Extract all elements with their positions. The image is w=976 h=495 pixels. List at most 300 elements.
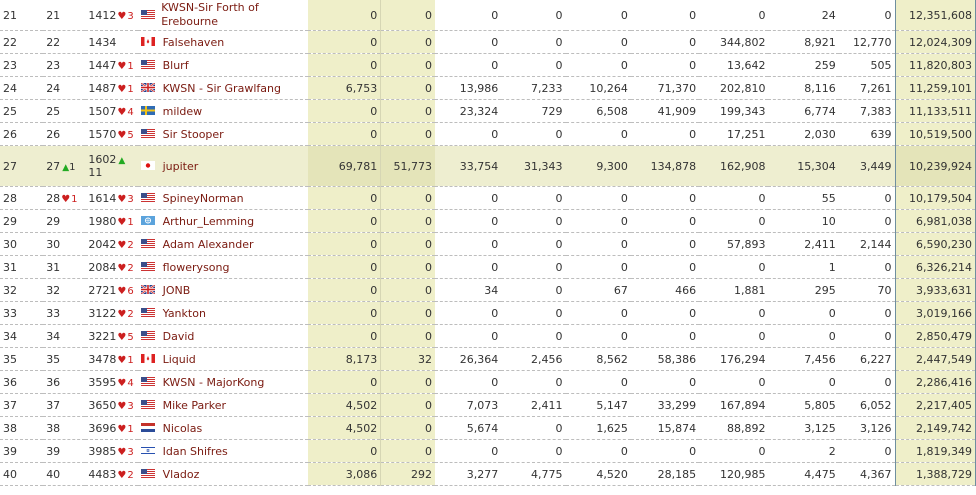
stat-3: 0 (435, 123, 501, 146)
stat-6: 41,909 (631, 100, 699, 123)
total-credit: 1,388,729 (895, 463, 975, 486)
overall-rank: 1412 (88, 8, 117, 22)
stat-5: 0 (566, 210, 631, 233)
team-rank: 37 (46, 398, 61, 412)
row-position: 35 (0, 348, 43, 371)
stat-9: 0 (839, 0, 895, 31)
row-position: 21 (0, 0, 43, 31)
overall-rank: 1434 (88, 35, 117, 49)
user-name-link[interactable]: Idan Shifres (162, 444, 228, 458)
team-rank: 25 (46, 104, 61, 118)
total-credit: 3,933,631 (895, 279, 975, 302)
stat-5: 1,625 (566, 417, 631, 440)
overall-rank-cell (85, 371, 137, 394)
team-rank: 35 (46, 352, 61, 366)
user-name-link[interactable]: Falsehaven (162, 35, 225, 49)
stat-7: 0 (699, 256, 768, 279)
stat-6: 0 (631, 233, 699, 256)
team-rank: 23 (46, 58, 61, 72)
team-rank: 21 (46, 8, 61, 22)
stat-4: 4,775 (501, 463, 565, 486)
stat-6: 0 (631, 302, 699, 325)
stat-8: 6,774 (768, 100, 838, 123)
stat-5: 0 (566, 0, 631, 31)
row-position: 29 (0, 210, 43, 233)
stat-8: 0 (768, 325, 838, 348)
user-cell (138, 31, 309, 54)
rank-down-icon: ♥ (117, 423, 127, 435)
row-position: 37 (0, 394, 43, 417)
total-credit: 1,819,349 (895, 440, 975, 463)
user-name-link[interactable]: Blurf (162, 58, 189, 72)
stat-6: 0 (631, 210, 699, 233)
stat-3: 0 (435, 325, 501, 348)
stat-4: 0 (501, 31, 565, 54)
stat-8: 55 (768, 187, 838, 210)
table-row (0, 371, 976, 394)
stat-9: 3,449 (839, 146, 895, 187)
overall-rank: 3985 (88, 444, 117, 458)
team-rank: 22 (46, 35, 61, 49)
stat-2: 32 (381, 348, 435, 371)
stat-5: 0 (566, 325, 631, 348)
user-name-link[interactable]: mildew (162, 104, 203, 118)
user-name-link[interactable]: Nicolas (162, 421, 203, 435)
user-cell (138, 210, 309, 233)
team-rank: 40 (46, 467, 61, 481)
user-cell (138, 279, 309, 302)
stat-2: 0 (381, 77, 435, 100)
user-name-link[interactable]: Yankton (162, 306, 206, 320)
stat-9: 0 (839, 256, 895, 279)
rank-change: 4 (127, 106, 134, 118)
stat-2: 0 (381, 123, 435, 146)
rank-down-icon: ♥ (117, 83, 127, 95)
stat-2: 0 (381, 371, 435, 394)
team-rank-cell (43, 440, 85, 463)
user-cell (138, 54, 309, 77)
stat-8: 2 (768, 440, 838, 463)
rank-down-icon: ♥ (117, 446, 127, 458)
rank-change: 3 (127, 446, 134, 458)
stat-8: 0 (768, 302, 838, 325)
stat-2: 0 (381, 233, 435, 256)
stat-3: 0 (435, 31, 501, 54)
table-row (0, 77, 976, 100)
stat-8: 5,805 (768, 394, 838, 417)
stat-8: 4,475 (768, 463, 838, 486)
total-credit: 10,519,500 (895, 123, 975, 146)
rank-up-icon: ▲ (62, 162, 70, 173)
us-flag-icon (141, 239, 157, 250)
stat-6: 0 (631, 440, 699, 463)
stat-5: 8,562 (566, 348, 631, 371)
user-name-link[interactable]: KWSN - Sir Grawlfang (162, 81, 281, 95)
stat-9: 70 (839, 279, 895, 302)
row-position: 36 (0, 371, 43, 394)
table-row (0, 0, 976, 31)
stat-6: 15,874 (631, 417, 699, 440)
stat-9: 7,261 (839, 77, 895, 100)
user-name-link[interactable]: jupiter (162, 159, 199, 173)
stat-6: 134,878 (631, 146, 699, 187)
ca-flag-icon (141, 354, 157, 365)
table-row (0, 233, 976, 256)
team-rank: 31 (46, 260, 61, 274)
stat-8: 8,116 (768, 77, 838, 100)
team-rank-cell (43, 123, 85, 146)
stat-2: 0 (381, 256, 435, 279)
stat-6: 0 (631, 123, 699, 146)
stat-5: 6,508 (566, 100, 631, 123)
user-cell (138, 187, 309, 210)
total-credit: 3,019,166 (895, 302, 975, 325)
uk-flag-icon (141, 83, 157, 94)
stat-6: 0 (631, 54, 699, 77)
team-rank: 27 (46, 159, 61, 173)
rank-change: 3 (127, 10, 134, 22)
stat-7: 167,894 (699, 394, 768, 417)
overall-rank-cell (85, 0, 137, 31)
team-rank: 33 (46, 306, 61, 320)
table-row (0, 302, 976, 325)
user-cell (138, 417, 309, 440)
stat-9: 6,227 (839, 348, 895, 371)
stat-9: 0 (839, 440, 895, 463)
table-row (0, 123, 976, 146)
stat-9: 0 (839, 187, 895, 210)
us-flag-icon (141, 129, 157, 140)
user-name-link[interactable]: SpineyNorman (162, 191, 244, 205)
stat-1: 4,502 (308, 417, 380, 440)
stat-8: 2,030 (768, 123, 838, 146)
overall-rank: 1570 (88, 127, 117, 141)
total-credit: 2,217,405 (895, 394, 975, 417)
stat-1: 4,502 (308, 394, 380, 417)
overall-rank: 3696 (88, 421, 117, 435)
rank-up-icon: ▲ (118, 155, 126, 166)
user-name-link[interactable]: KWSN - MajorKong (162, 375, 265, 389)
stat-9: 3,126 (839, 417, 895, 440)
user-cell (138, 100, 309, 123)
team-rank-cell (43, 187, 85, 210)
rank-down-icon: ♥ (117, 60, 127, 72)
stat-2: 0 (381, 417, 435, 440)
stat-8: 10 (768, 210, 838, 233)
overall-rank-cell (85, 233, 137, 256)
stat-3: 5,674 (435, 417, 501, 440)
stat-9: 2,144 (839, 233, 895, 256)
stat-4: 0 (501, 54, 565, 77)
rank-change: 11 (88, 165, 103, 179)
user-name-link[interactable]: JONB (162, 283, 191, 297)
stat-9: 12,770 (839, 31, 895, 54)
user-name-link[interactable]: David (162, 329, 195, 343)
overall-rank: 3122 (88, 306, 117, 320)
stat-1: 0 (308, 256, 380, 279)
overall-rank: 2084 (88, 260, 117, 274)
row-position: 31 (0, 256, 43, 279)
stat-1: 0 (308, 31, 380, 54)
stat-2: 0 (381, 100, 435, 123)
stat-5: 0 (566, 371, 631, 394)
stat-2: 0 (381, 0, 435, 31)
row-position: 27 (0, 146, 43, 187)
user-cell (138, 302, 309, 325)
stat-6: 0 (631, 325, 699, 348)
nl-flag-icon (141, 423, 157, 434)
stat-1: 0 (308, 371, 380, 394)
stat-3: 0 (435, 256, 501, 279)
ca-flag-icon (141, 37, 157, 48)
stat-4: 0 (501, 440, 565, 463)
rank-change: 2 (127, 308, 134, 320)
rank-change: 2 (127, 239, 134, 251)
stat-2: 292 (381, 463, 435, 486)
total-credit: 2,850,479 (895, 325, 975, 348)
stat-8: 2,411 (768, 233, 838, 256)
rank-change: 5 (127, 331, 134, 343)
table-row (0, 394, 976, 417)
stat-7: 0 (699, 302, 768, 325)
rank-change: 3 (127, 193, 134, 205)
team-rank: 30 (46, 237, 61, 251)
row-position: 34 (0, 325, 43, 348)
stat-3: 0 (435, 0, 501, 31)
stat-7: 0 (699, 371, 768, 394)
overall-rank-cell (85, 146, 137, 187)
overall-rank-cell (85, 77, 137, 100)
stat-1: 0 (308, 440, 380, 463)
team-rank-cell (43, 54, 85, 77)
team-rank: 34 (46, 329, 61, 343)
stat-7: 17,251 (699, 123, 768, 146)
stat-3: 23,324 (435, 100, 501, 123)
row-position: 24 (0, 77, 43, 100)
team-rank: 39 (46, 444, 61, 458)
team-rank-cell (43, 463, 85, 486)
stat-8: 15,304 (768, 146, 838, 187)
stat-6: 0 (631, 256, 699, 279)
se-flag-icon (141, 106, 157, 117)
team-rank-cell (43, 279, 85, 302)
stat-8: 295 (768, 279, 838, 302)
user-cell (138, 256, 309, 279)
un-flag-icon (141, 216, 157, 227)
stat-4: 0 (501, 302, 565, 325)
stat-9: 0 (839, 325, 895, 348)
row-position: 39 (0, 440, 43, 463)
row-position: 40 (0, 463, 43, 486)
rank-change: 1 (127, 83, 134, 95)
stat-1: 0 (308, 279, 380, 302)
us-flag-icon (141, 10, 156, 21)
stat-6: 0 (631, 187, 699, 210)
stat-7: 13,642 (699, 54, 768, 77)
us-flag-icon (141, 308, 157, 319)
overall-rank: 3221 (88, 329, 117, 343)
rank-down-icon: ♥ (117, 308, 127, 320)
stat-3: 0 (435, 210, 501, 233)
user-name-link[interactable]: Arthur_Lemming (162, 214, 255, 228)
stat-1: 0 (308, 0, 380, 31)
stat-3: 0 (435, 440, 501, 463)
stat-2: 0 (381, 210, 435, 233)
stat-1: 0 (308, 302, 380, 325)
stat-4: 0 (501, 210, 565, 233)
total-credit: 2,286,416 (895, 371, 975, 394)
team-rank-cell (43, 0, 85, 31)
team-rank-cell (43, 417, 85, 440)
overall-rank-cell (85, 394, 137, 417)
user-name-link[interactable]: Liquid (162, 352, 196, 366)
stat-7: 57,893 (699, 233, 768, 256)
table-row (0, 256, 976, 279)
stat-2: 0 (381, 31, 435, 54)
stat-5: 0 (566, 256, 631, 279)
stat-5: 4,520 (566, 463, 631, 486)
stat-6: 71,370 (631, 77, 699, 100)
team-rank: 24 (46, 81, 61, 95)
stat-1: 6,753 (308, 77, 380, 100)
table-row (0, 187, 976, 210)
stat-4: 0 (501, 123, 565, 146)
stat-3: 33,754 (435, 146, 501, 187)
stat-4: 7,233 (501, 77, 565, 100)
rank-change: 2 (127, 262, 134, 274)
stat-2: 0 (381, 302, 435, 325)
user-cell (138, 0, 309, 31)
team-rank: 29 (46, 214, 61, 228)
overall-rank-cell (85, 302, 137, 325)
total-credit: 11,820,803 (895, 54, 975, 77)
stat-3: 0 (435, 371, 501, 394)
overall-rank: 3595 (88, 375, 117, 389)
rank-change: 2 (127, 469, 134, 481)
user-name-link[interactable]: KWSN-Sir Forth of Erebourne (161, 1, 259, 28)
total-credit: 11,259,101 (895, 77, 975, 100)
stat-2: 0 (381, 54, 435, 77)
rank-down-icon: ♥ (117, 10, 127, 22)
team-rank: 32 (46, 283, 61, 297)
stat-6: 466 (631, 279, 699, 302)
overall-rank-cell (85, 440, 137, 463)
rank-change: 1 (127, 216, 134, 228)
stat-7: 120,985 (699, 463, 768, 486)
rank-down-icon: ♥ (117, 400, 127, 412)
stat-7: 1,881 (699, 279, 768, 302)
stat-3: 3,277 (435, 463, 501, 486)
stat-7: 202,810 (699, 77, 768, 100)
overall-rank-cell (85, 210, 137, 233)
overall-rank-cell (85, 348, 137, 371)
table-row (0, 440, 976, 463)
stat-1: 0 (308, 187, 380, 210)
overall-rank: 1614 (88, 191, 117, 205)
stat-5: 67 (566, 279, 631, 302)
stat-9: 6,052 (839, 394, 895, 417)
stat-8: 24 (768, 0, 838, 31)
stat-1: 0 (308, 100, 380, 123)
user-name-link[interactable]: Adam Alexander (162, 237, 254, 251)
row-position: 33 (0, 302, 43, 325)
rank-change: 1 (71, 193, 78, 205)
user-name-link[interactable]: Sir Stooper (162, 127, 224, 141)
table-row (0, 100, 976, 123)
team-rank-cell (43, 146, 85, 187)
table-row (0, 31, 976, 54)
rank-down-icon: ♥ (117, 239, 127, 251)
stat-7: 88,892 (699, 417, 768, 440)
stat-2: 0 (381, 187, 435, 210)
user-cell (138, 371, 309, 394)
user-cell (138, 348, 309, 371)
stat-2: 0 (381, 440, 435, 463)
us-flag-icon (141, 193, 157, 204)
stat-4: 2,456 (501, 348, 565, 371)
stat-8: 259 (768, 54, 838, 77)
stat-4: 0 (501, 371, 565, 394)
stat-1: 8,173 (308, 348, 380, 371)
rank-change: 1 (69, 161, 76, 173)
stat-9: 0 (839, 210, 895, 233)
user-cell (138, 123, 309, 146)
stat-8: 0 (768, 371, 838, 394)
team-rank-cell (43, 100, 85, 123)
stat-3: 13,986 (435, 77, 501, 100)
stat-4: 31,343 (501, 146, 565, 187)
rank-down-icon: ♥ (117, 469, 127, 481)
team-rank: 38 (46, 421, 61, 435)
user-cell (138, 463, 309, 486)
stat-9: 7,383 (839, 100, 895, 123)
stat-2: 0 (381, 325, 435, 348)
user-name-link[interactable]: Mike Parker (162, 398, 227, 412)
user-cell (138, 440, 309, 463)
overall-rank-cell (85, 463, 137, 486)
uk-flag-icon (141, 285, 157, 296)
user-name-link[interactable]: Vladoz (162, 467, 200, 481)
table-row (0, 279, 976, 302)
table-row (0, 417, 976, 440)
il-flag-icon (141, 446, 157, 457)
team-rank: 36 (46, 375, 61, 389)
team-rank-cell (43, 256, 85, 279)
us-flag-icon (141, 331, 157, 342)
stat-1: 69,781 (308, 146, 380, 187)
stat-2: 51,773 (381, 146, 435, 187)
stat-3: 0 (435, 54, 501, 77)
stat-9: 4,367 (839, 463, 895, 486)
overall-rank-cell (85, 123, 137, 146)
user-name-link[interactable]: flowerysong (162, 260, 230, 274)
rank-down-icon: ♥ (117, 285, 127, 297)
stat-2: 0 (381, 394, 435, 417)
overall-rank-cell (85, 417, 137, 440)
stat-7: 0 (699, 440, 768, 463)
stat-6: 0 (631, 0, 699, 31)
stat-5: 10,264 (566, 77, 631, 100)
total-credit: 6,590,230 (895, 233, 975, 256)
team-rank-cell (43, 210, 85, 233)
overall-rank-cell (85, 256, 137, 279)
us-flag-icon (141, 262, 157, 273)
rank-down-icon: ♥ (117, 331, 127, 343)
stat-4: 2,411 (501, 394, 565, 417)
rank-change: 3 (127, 400, 134, 412)
rank-down-icon: ♥ (117, 193, 127, 205)
stat-3: 26,364 (435, 348, 501, 371)
